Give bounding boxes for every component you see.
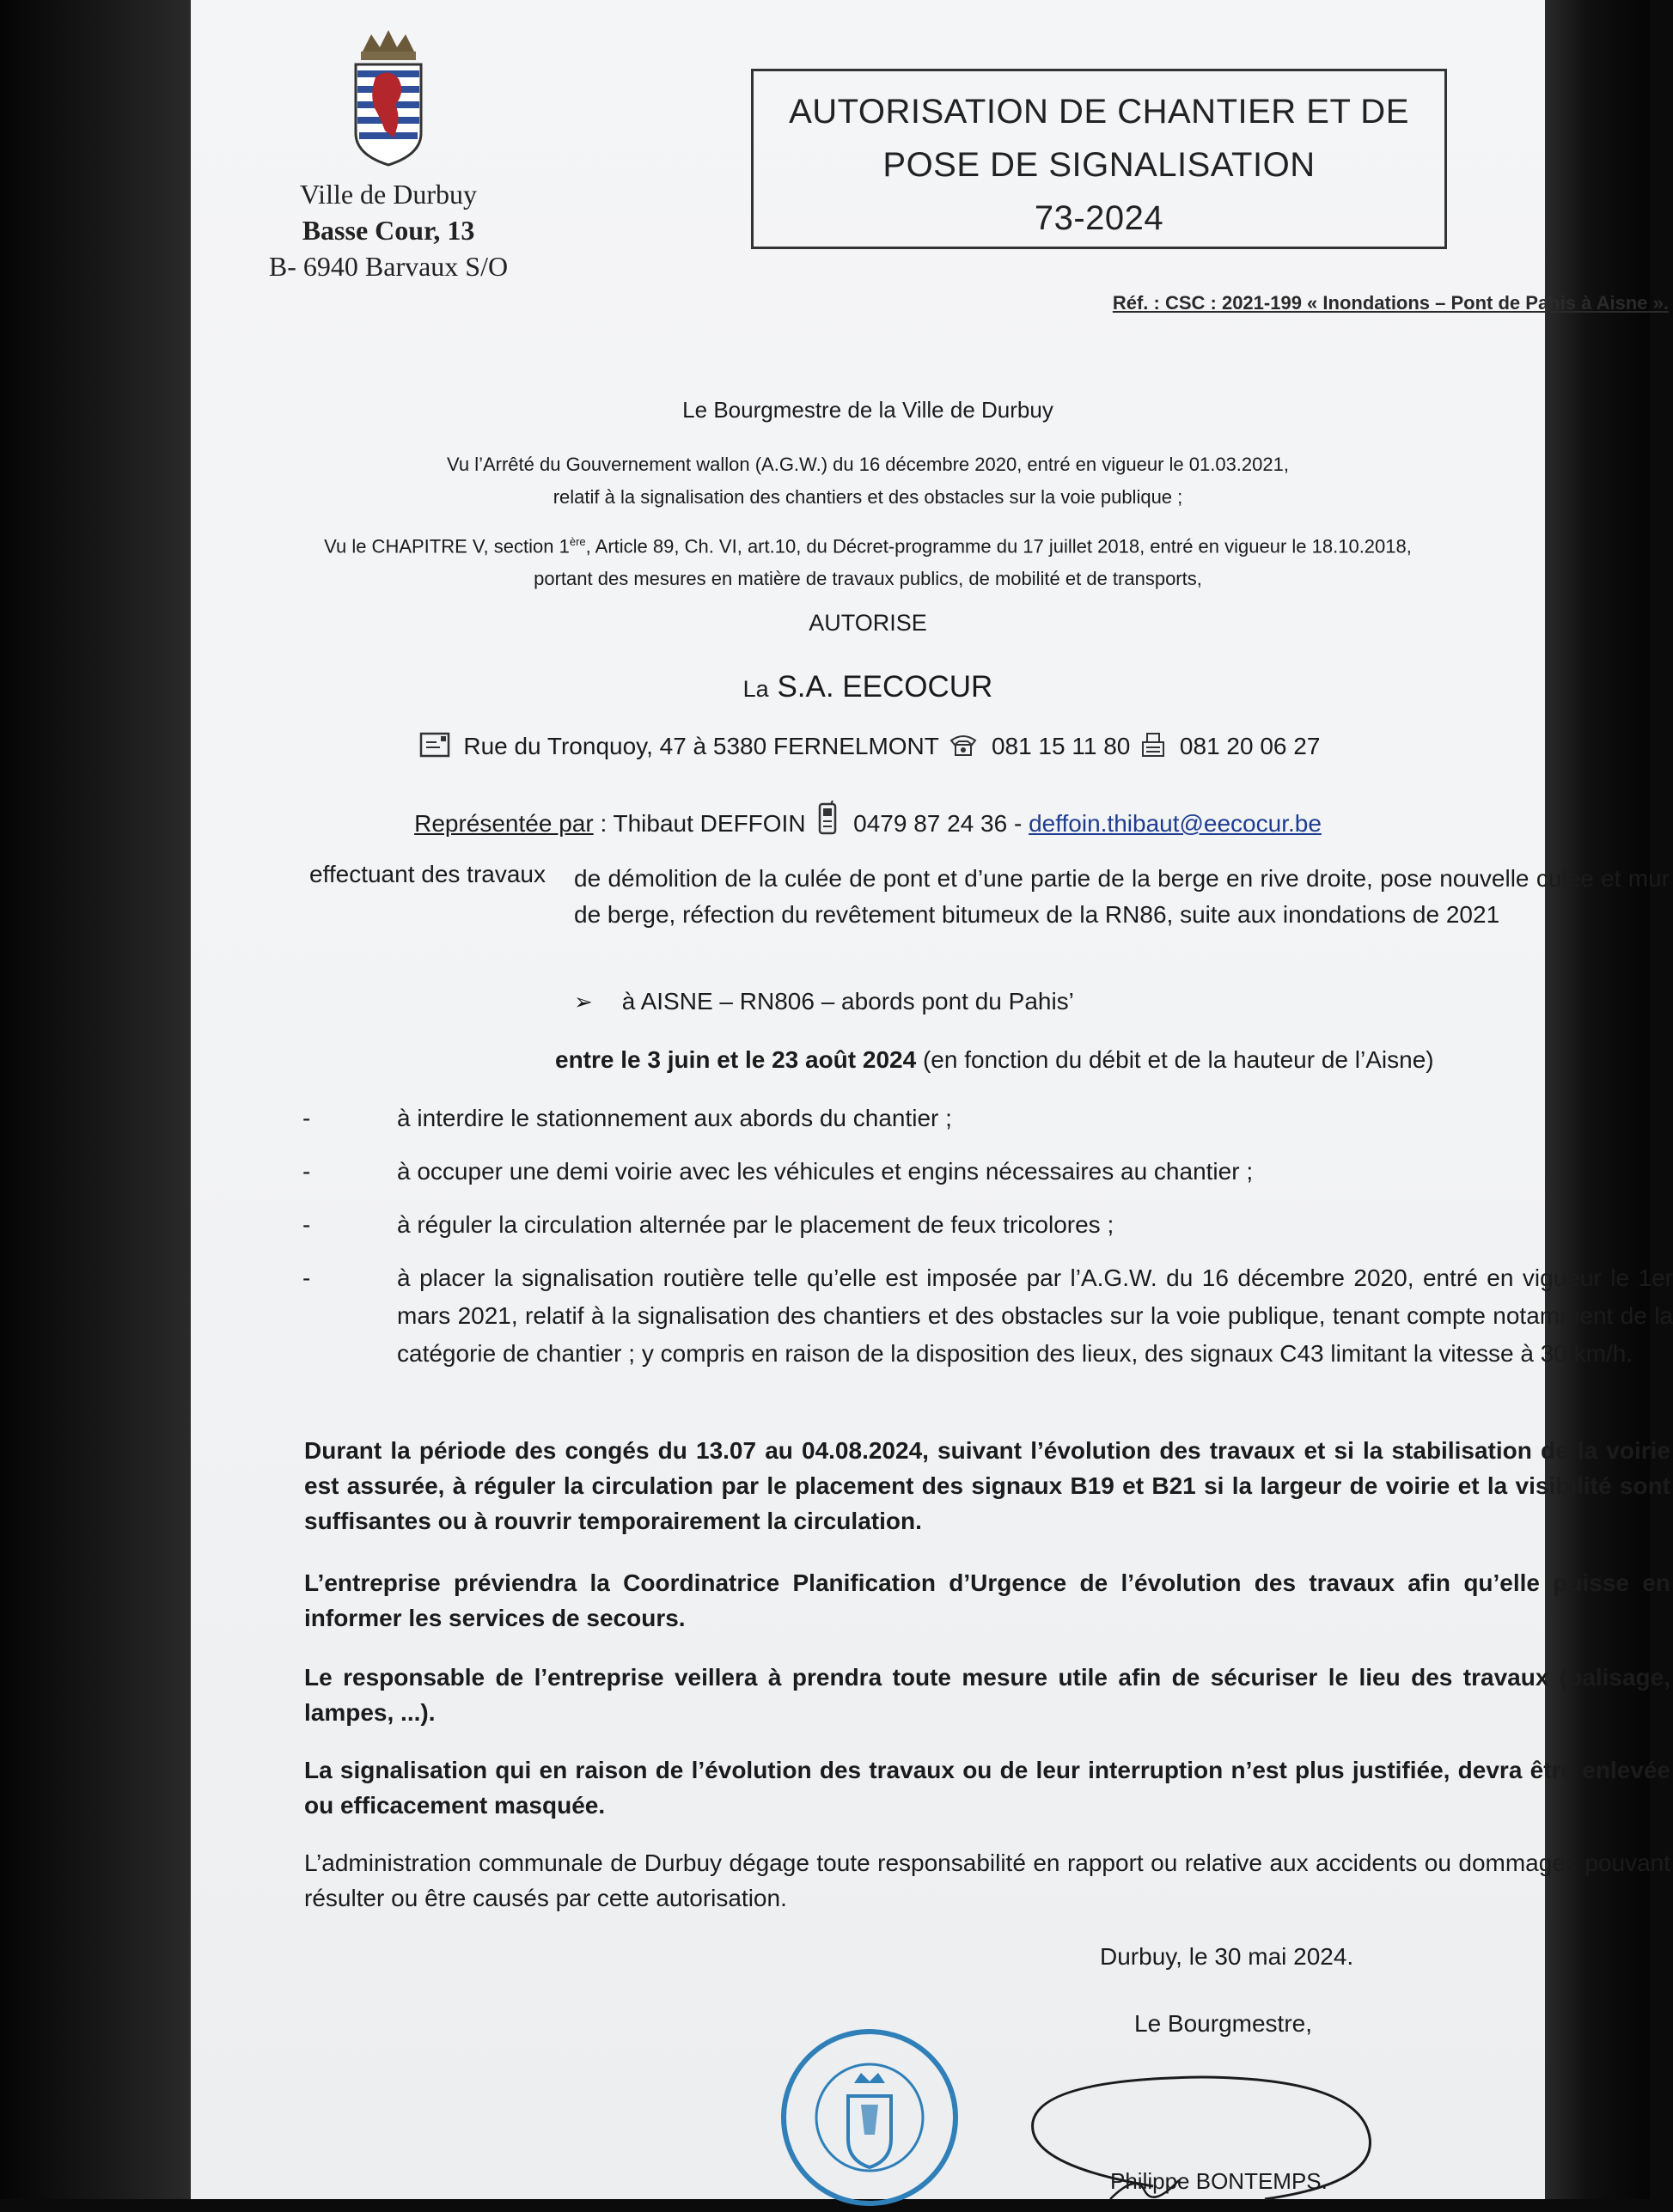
title-number: 73-2024 — [1034, 199, 1164, 237]
representative-mobile: 0479 87 24 36 — [853, 810, 1008, 837]
title-line-2: POSE DE SIGNALISATION — [882, 146, 1316, 184]
company-name-line — [191, 670, 1545, 704]
measure-text: à réguler la circulation alternée par le placement de feux tricolores ; — [397, 1211, 1114, 1238]
telephone-icon — [949, 732, 978, 758]
city-street: Basse Cour, 13 — [302, 215, 475, 246]
legal-basis-1-line-2: relatif à la signalisation des chantiers et des obstacles sur la voie publique ; — [553, 486, 1183, 508]
bullet-dash: - — [302, 1105, 311, 1131]
bullet-dash: - — [302, 1158, 311, 1185]
list-item — [302, 1100, 1673, 1137]
title-line-1: AUTORISATION DE CHANTIER ET DE — [789, 93, 1409, 131]
signer-name: Philippe BONTEMPS. — [1110, 2168, 1328, 2194]
works-location — [574, 988, 1074, 1015]
company-prefix: La — [742, 676, 769, 702]
works-description: de démolition de la culée de pont et d’une partie de la berge en rive droite, pose nouvelle culée et mur de berge, réfection du revêtement bitumeux de la RN86, suite aux inondations de 2021 — [574, 865, 1670, 928]
company-address: Rue du Tronquoy, 47 à 5380 FERNELMONT — [463, 733, 939, 759]
company-contact — [191, 732, 1545, 760]
city-postal: B- 6940 Barvaux S/O — [268, 251, 509, 282]
city-address — [259, 176, 517, 284]
legal-basis-2-start: Vu le CHAPITRE V, section 1 — [324, 535, 570, 558]
safety-paragraph: Le responsable de l’entreprise veillera à prendra toute mesure utile afin de sécuriser le lieu des travaux (balisage, lampes, ...). — [304, 1664, 1670, 1726]
representative-label: Représentée par — [414, 810, 594, 837]
bullet-dash: - — [302, 1211, 311, 1238]
company-representative — [191, 801, 1545, 838]
list-item — [302, 1153, 1673, 1191]
liability-paragraph: L’administration communale de Durbuy dégage toute responsabilité en rapport ou relative aux accidents ou dommages pouvant résulter ou être causés par cette autorisation. — [304, 1849, 1670, 1911]
coordination-paragraph: L’entreprise préviendra la Coordinatrice Planification d’Urgence de l’évolution des travaux afin qu’elle puisse en informer les services de secours. — [304, 1569, 1670, 1631]
authority-heading: Le Bourgmestre de la Ville de Durbuy — [682, 397, 1053, 423]
decision-heading: AUTORISE — [809, 610, 927, 636]
legal-basis-2-line-2: portant des mesures en matière de travaux publics, de mobilité et de transports, — [534, 568, 1202, 590]
legal-basis-2-line-1 — [191, 526, 1545, 563]
period-dates: entre le 3 juin et le 23 août 2024 — [555, 1046, 917, 1073]
representative-name: : Thibaut DEFFOIN — [593, 810, 806, 837]
bullet-dash: - — [302, 1264, 311, 1291]
signature-date: Durbuy, le 30 mai 2024. — [1100, 1943, 1354, 1970]
signage-paragraph: La signalisation qui en raison de l’évolution des travaux ou de leur interruption n’est plus justifiée, devra être enlevée ou efficacement masquée. — [304, 1757, 1670, 1819]
document-page — [191, 0, 1673, 2199]
signer-title: Le Bourgmestre, — [1134, 2010, 1312, 2037]
works-period — [555, 1046, 1434, 1074]
legal-basis-2-sup: ère — [569, 535, 586, 548]
reference: Réf. : CSC : 2021-199 « Inondations – Pont de Pahis à Aisne ». — [1112, 292, 1669, 314]
photo-frame-left — [0, 0, 191, 2199]
works-label: effectuant des travaux — [309, 861, 546, 887]
measures-list — [302, 1100, 1673, 1388]
list-item — [302, 1259, 1673, 1373]
company-fax: 081 20 06 27 — [1179, 733, 1321, 759]
measure-text: à interdire le stationnement aux abords du chantier ; — [397, 1105, 952, 1131]
location-text: à AISNE – RN806 – abords pont du Pahis’ — [621, 988, 1074, 1015]
coat-of-arms-icon — [345, 26, 431, 172]
arrow-bullet-icon: ➢ — [574, 989, 593, 1015]
company-name: S.A. EECOCUR — [777, 670, 993, 704]
measure-text: à placer la signalisation routière telle qu’elle est imposée par l’A.G.W. du 16 décembre 2020, entré en vigueur le 1er mars 2021, relatif à la signalisation des chantiers et des obstacles sur la voie publique, tenant compte notamment de la catégorie de chantier ; y compris en raison de la disposition des lieux, des signaux C43 limitant la vitesse à 30 km/h. — [397, 1264, 1673, 1367]
fax-icon — [1140, 732, 1166, 758]
legal-basis-2 — [191, 526, 1545, 595]
city-name: Ville de Durbuy — [299, 179, 478, 210]
measure-text: à occuper une demi voirie avec les véhicules et engins nécessaires au chantier ; — [397, 1158, 1254, 1185]
municipal-seal-icon — [775, 2023, 964, 2212]
email-separator: - — [1007, 810, 1029, 837]
mail-icon — [419, 732, 450, 758]
period-note: (en fonction du débit et de la hauteur de l’Aisne) — [916, 1046, 1434, 1073]
list-item — [302, 1206, 1673, 1244]
legal-basis-2-rest: , Article 89, Ch. VI, art.10, du Décret-programme du 17 juillet 2018, entré en vigueur le 18.10.2018, — [585, 535, 1412, 558]
document-title — [751, 69, 1447, 249]
holiday-period-paragraph: Durant la période des congés du 13.07 au 04.08.2024, suivant l’évolution des travaux et si la stabilisation de la voirie est assurée, à réguler la circulation par le placement des signaux B19 et B21 si la largeur de voirie et la visibilité sont suffisantes ou à rouvrir temporairement la circulation. — [304, 1437, 1670, 1534]
company-phone: 081 15 11 80 — [991, 733, 1131, 759]
legal-basis-1 — [191, 448, 1545, 514]
mobile-phone-icon — [815, 801, 840, 835]
legal-basis-1-line-1: Vu l’Arrêté du Gouvernement wallon (A.G.W.) du 16 décembre 2020, entré en vigueur le 01.03.2021, — [447, 454, 1289, 475]
representative-email-link[interactable]: deffoin.thibaut@eecocur.be — [1029, 810, 1322, 837]
